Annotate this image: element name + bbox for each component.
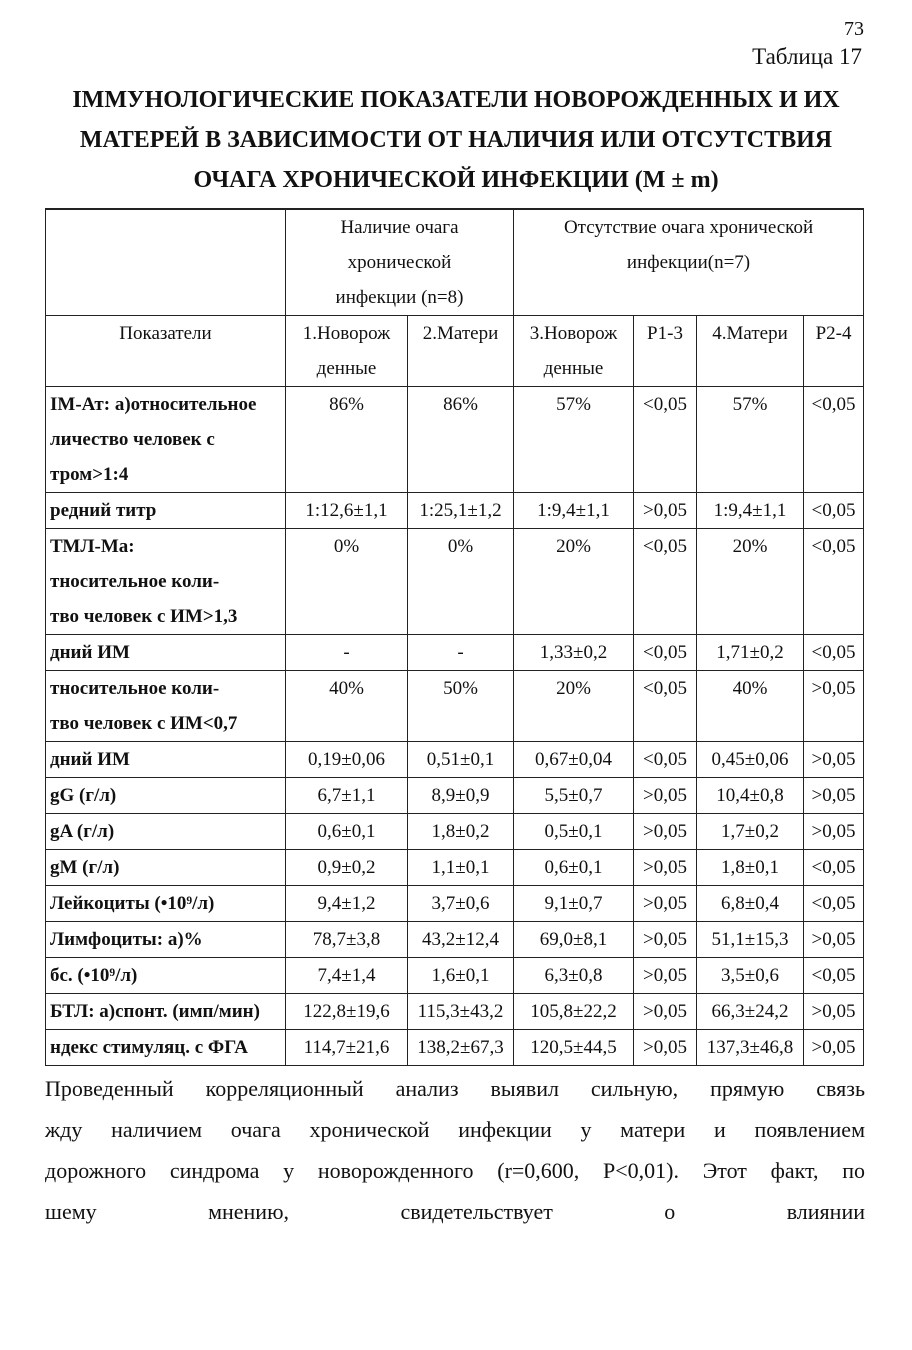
value-cell: 0,19±0,06 [286,742,408,778]
value-cell: 1,8±0,2 [408,814,514,850]
table-row [46,529,864,635]
table-row [46,635,864,671]
value-cell: 40% [286,671,408,742]
value-cell: 66,3±24,2 [697,994,804,1030]
value-cell: >0,05 [634,1030,697,1066]
value-cell: <0,05 [634,742,697,778]
value-cell: 1,8±0,1 [697,850,804,886]
value-cell: 57% [697,387,804,493]
value-cell: 57% [514,387,634,493]
value-cell: >0,05 [634,778,697,814]
value-cell: 9,4±1,2 [286,886,408,922]
value-cell: - [286,635,408,671]
value-cell: 1,71±0,2 [697,635,804,671]
table-label: Таблица 17 [752,44,862,69]
value-cell: 0,45±0,06 [697,742,804,778]
value-cell: 122,8±19,6 [286,994,408,1030]
paragraph-line: шему мнению, свидетельствует о влиянии [45,1199,865,1224]
value-cell: >0,05 [634,850,697,886]
value-cell: >0,05 [634,814,697,850]
value-cell: 7,4±1,4 [286,958,408,994]
col-p13-header: P1-3 [634,316,697,387]
value-cell: 1,1±0,1 [408,850,514,886]
value-cell: 0,9±0,2 [286,850,408,886]
group-header-row [46,209,864,316]
value-cell: 1:25,1±1,2 [408,493,514,529]
value-cell: <0,05 [804,886,864,922]
value-cell: 3,7±0,6 [408,886,514,922]
value-cell: <0,05 [634,529,697,635]
value-cell: <0,05 [804,387,864,493]
value-cell: 0,51±0,1 [408,742,514,778]
value-cell: >0,05 [804,778,864,814]
value-cell: 1:9,4±1,1 [514,493,634,529]
value-cell: >0,05 [634,994,697,1030]
value-cell: >0,05 [634,958,697,994]
value-cell: 105,8±22,2 [514,994,634,1030]
value-cell: 1:12,6±1,1 [286,493,408,529]
title-line: ОЧАГА ХРОНИЧЕСКОЙ ИНФЕКЦИИ (M ± m) [193,167,719,193]
value-cell: 0,6±0,1 [286,814,408,850]
value-cell: >0,05 [804,671,864,742]
value-cell: 20% [697,529,804,635]
value-cell: 138,2±67,3 [408,1030,514,1066]
value-cell: 9,1±0,7 [514,886,634,922]
value-cell: >0,05 [634,886,697,922]
value-cell: 137,3±46,8 [697,1030,804,1066]
immunology-table [45,208,864,1066]
value-cell: <0,05 [634,387,697,493]
value-cell: 20% [514,671,634,742]
row-label: редний титр [46,493,286,529]
value-cell: 78,7±3,8 [286,922,408,958]
row-label: gA (г/л) [46,814,286,850]
value-cell: 115,3±43,2 [408,994,514,1030]
value-cell: 1,6±0,1 [408,958,514,994]
row-label: ТМЛ-Ма: тносительное коли- тво человек с ИМ>1,3 [46,529,286,635]
value-cell: 86% [286,387,408,493]
table-row [46,387,864,493]
value-cell: >0,05 [804,742,864,778]
value-cell: 50% [408,671,514,742]
value-cell: 1,33±0,2 [514,635,634,671]
group-without-infection: Отсутствие очага хронической инфекции(n=7) [514,209,864,316]
row-label: ндекс стимуляц. с ФГА [46,1030,286,1066]
row-label: Лимфоциты: а)% [46,922,286,958]
paragraph-line: Проведенный корреляционный анализ выявил сильную, прямую связь [45,1076,865,1101]
value-cell: 6,3±0,8 [514,958,634,994]
table-row [46,742,864,778]
title-line: ІММУНОЛОГИЧЕСКИЕ ПОКАЗАТЕЛИ НОВОРОЖДЕННЫХ И ИХ [72,87,840,113]
value-cell: 6,8±0,4 [697,886,804,922]
value-cell: >0,05 [634,493,697,529]
value-cell: 86% [408,387,514,493]
value-cell: <0,05 [634,635,697,671]
table-row [46,850,864,886]
value-cell: 1:9,4±1,1 [697,493,804,529]
value-cell: <0,05 [804,635,864,671]
value-cell: 40% [697,671,804,742]
value-cell: 20% [514,529,634,635]
value-cell: <0,05 [804,493,864,529]
value-cell: <0,05 [634,671,697,742]
table-title [40,80,872,200]
value-cell: >0,05 [804,1030,864,1066]
row-label: тносительное коли- тво человек с ИМ<0,7 [46,671,286,742]
value-cell: >0,05 [804,922,864,958]
value-cell: 3,5±0,6 [697,958,804,994]
row-label: бс. (•10⁹/л) [46,958,286,994]
table-row [46,778,864,814]
col-newborns-1-header: 1.Новорож денные [286,316,408,387]
group-with-infection: Наличие очага хронической инфекции (n=8) [286,209,514,316]
value-cell: 69,0±8,1 [514,922,634,958]
value-cell: 0,5±0,1 [514,814,634,850]
title-line: МАТЕРЕЙ В ЗАВИСИМОСТИ ОТ НАЛИЧИЯ ИЛИ ОТСУТСТВИЯ [79,127,833,153]
table-row [46,1030,864,1066]
col-p24-header: P2-4 [804,316,864,387]
row-label: ІМ-Ат: а)относительное личество человек с тром>1:4 [46,387,286,493]
value-cell: 6,7±1,1 [286,778,408,814]
row-label: gM (г/л) [46,850,286,886]
row-label: дний ИМ [46,742,286,778]
row-label: дний ИМ [46,635,286,671]
value-cell: 0,67±0,04 [514,742,634,778]
value-cell: 0% [286,529,408,635]
table-row [46,994,864,1030]
value-cell: 114,7±21,6 [286,1030,408,1066]
value-cell: 5,5±0,7 [514,778,634,814]
table-row [46,922,864,958]
table-body [46,387,864,1066]
col-mothers-4-header: 4.Матери [697,316,804,387]
row-label: Лейкоциты (•10⁹/л) [46,886,286,922]
value-cell: 8,9±0,9 [408,778,514,814]
value-cell: 0% [408,529,514,635]
table-row [46,886,864,922]
paragraph-line: дорожного синдрома у новорожденного (r=0,600, P<0,01). Этот факт, по [45,1158,865,1183]
value-cell: - [408,635,514,671]
value-cell: 10,4±0,8 [697,778,804,814]
paragraph-line: жду наличием очага хронической инфекции у матери и появлением [45,1117,865,1142]
value-cell: >0,05 [804,814,864,850]
value-cell: 43,2±12,4 [408,922,514,958]
value-cell: <0,05 [804,958,864,994]
col-newborns-3-header: 3.Новорож денные [514,316,634,387]
value-cell: 0,6±0,1 [514,850,634,886]
value-cell: <0,05 [804,850,864,886]
table-row [46,671,864,742]
table-row [46,814,864,850]
value-cell: 51,1±15,3 [697,922,804,958]
table-row [46,958,864,994]
value-cell: >0,05 [634,922,697,958]
row-label: БТЛ: а)спонт. (имп/мин) [46,994,286,1030]
empty-header-cell [46,209,286,316]
value-cell: 120,5±44,5 [514,1030,634,1066]
table-row [46,493,864,529]
col-indicator-header: Показатели [46,316,286,387]
value-cell: <0,05 [804,529,864,635]
page-number: 73 [844,18,864,40]
body-paragraph [45,1068,865,1232]
row-label: gG (г/л) [46,778,286,814]
column-header-row [46,316,864,387]
value-cell: >0,05 [804,994,864,1030]
col-mothers-2-header: 2.Матери [408,316,514,387]
value-cell: 1,7±0,2 [697,814,804,850]
